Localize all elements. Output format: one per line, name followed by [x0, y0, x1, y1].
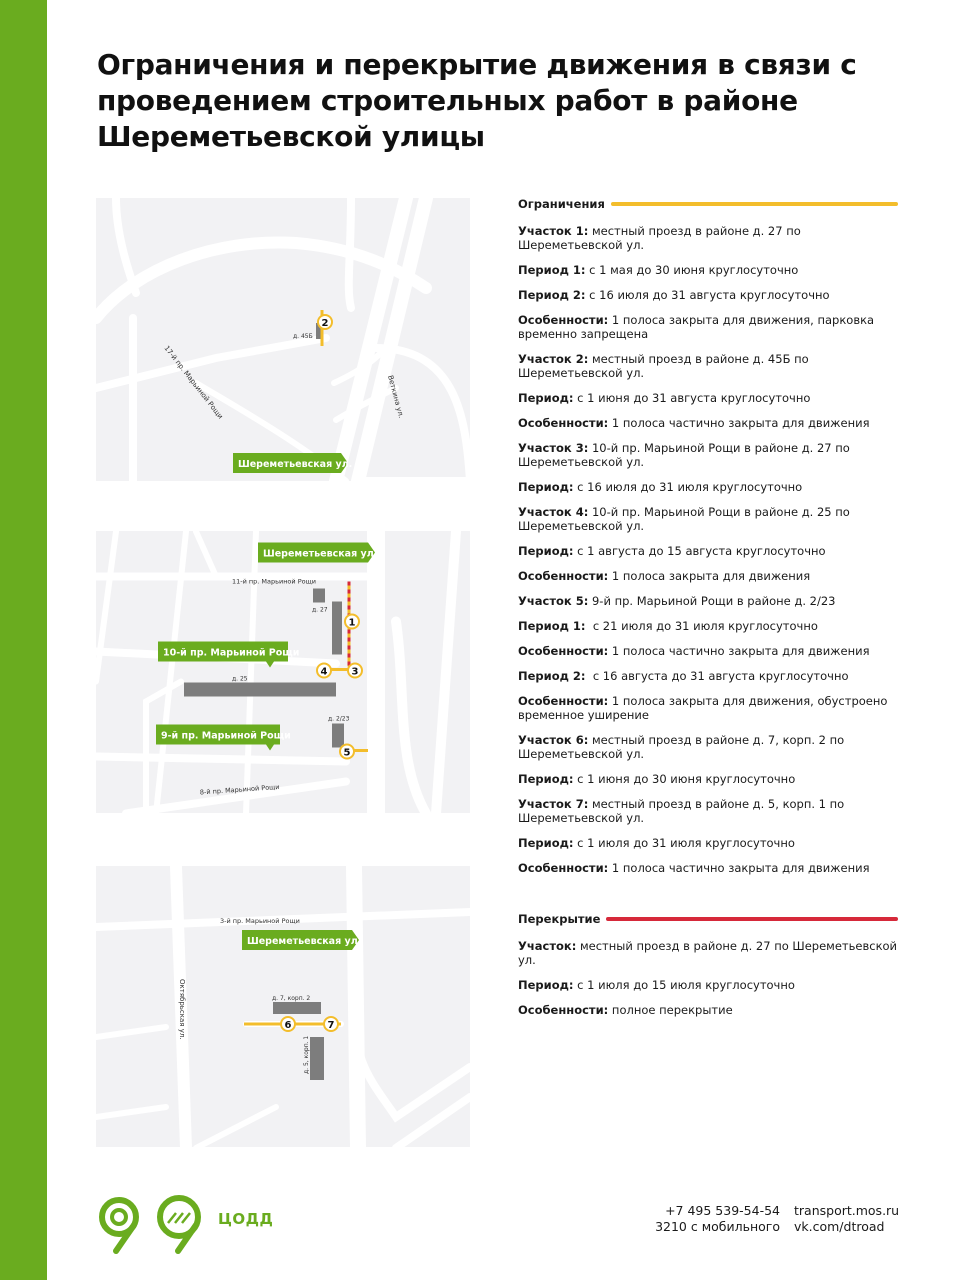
street-okt-label: Октябрьская ул. [178, 979, 186, 1040]
info-item-label: Участок 3: [518, 441, 589, 455]
info-item-label: Особенности: [518, 1003, 609, 1017]
street-vetkina-label: Веткина ул. [386, 374, 406, 419]
info-item-label: Особенности: [518, 694, 609, 708]
info-item-text: с 21 июля до 31 июля круглосуточно [585, 619, 818, 633]
map-3-canvas [96, 866, 470, 1147]
info-item-text: с 16 августа до 31 августа круглосуточно [585, 669, 849, 683]
info-item-text: 1 полоса частично закрыта для движения [608, 416, 870, 430]
building-25 [184, 683, 336, 697]
info-item [518, 594, 898, 608]
info-item [518, 619, 898, 633]
info-item-text: 1 полоса частично закрыта для движения [608, 644, 870, 658]
mobile-number: 3210 с мобильного [655, 1219, 780, 1234]
street-main-label: Шереметьевская ул. [238, 459, 353, 470]
info-item [518, 772, 898, 786]
marker-2-label: 2 [321, 318, 329, 329]
phone-number[interactable]: +7 495 539-54-54 [665, 1203, 780, 1218]
info-item [518, 733, 898, 761]
info-item-text: 10-й пр. Марьиной Рощи в районе д. 25 по Шереметьевской ул. [518, 505, 854, 533]
building-27 [332, 602, 342, 655]
info-item [518, 416, 898, 430]
building-45b-label: д. 45Б [293, 333, 313, 340]
info-item-label: Особенности: [518, 861, 609, 875]
info-item-text: с 16 июля до 31 августа круглосуточно [585, 288, 830, 302]
info-item-label: Участок: [518, 939, 577, 953]
restrictions-legend-line [611, 202, 898, 206]
info-item-text: местный проезд в районе д. 7, корп. 2 по Шереметьевской ул. [518, 733, 848, 761]
info-item [518, 694, 898, 722]
info-item-label: Период 2: [518, 669, 586, 683]
info-item-label: Особенности: [518, 313, 609, 327]
map-2-canvas [96, 531, 470, 813]
info-item-label: Период: [518, 480, 574, 494]
street-17-label: 17-й пр. Марьиной Рощи [162, 344, 225, 421]
info-item-label: Участок 6: [518, 733, 589, 747]
restrictions-list [518, 224, 898, 875]
info-item [518, 391, 898, 405]
info-item [518, 313, 898, 341]
info-item [518, 1003, 898, 1017]
info-item-label: Период: [518, 772, 574, 786]
building-223-label: д. 2/23 [328, 715, 350, 723]
marker-1-label: 1 [348, 617, 356, 629]
info-item-text: 10-й пр. Марьиной Рощи в районе д. 27 по Шереметьевской ул. [518, 441, 854, 469]
street-main-label: Шереметьевская ул. [247, 936, 362, 947]
info-item-text: с 1 июля до 15 июля круглосуточно [573, 978, 795, 992]
info-item-label: Участок 1: [518, 224, 589, 238]
info-item-text: с 1 августа до 15 августа круглосуточно [573, 544, 826, 558]
info-item [518, 978, 898, 992]
info-item-label: Период 1: [518, 619, 586, 633]
vk-link[interactable]: vk.com/dtroad [794, 1219, 885, 1234]
closure-list [518, 939, 901, 1017]
info-item [518, 441, 898, 469]
page-title: Ограничения и перекрытие движения в связи с проведением строительных работ в районе Шереметьевской улицы [97, 48, 857, 153]
map-area-1 [96, 198, 470, 481]
building-27-label: д. 27 [312, 606, 328, 614]
org-name: ЦОДД [218, 1210, 274, 1228]
info-item [518, 224, 898, 252]
info-item [518, 797, 898, 825]
building-7 [273, 1002, 321, 1014]
info-item-text: местный проезд в районе д. 27 по Шереметьевской ул. [518, 939, 901, 967]
info-item-label: Особенности: [518, 569, 609, 583]
street-9-label: 9-й пр. Марьиной Рощи [161, 730, 291, 742]
closure-header [518, 912, 898, 926]
building-7-label: д. 7, корп. 2 [272, 995, 311, 1002]
brand-side-bar [0, 0, 47, 1280]
info-item-text: с 1 июня до 31 августа круглосуточно [573, 391, 811, 405]
info-item-text: местный проезд в районе д. 45Б по Шереметьевской ул. [518, 352, 813, 380]
map-area-2 [96, 531, 470, 813]
map-1-canvas [96, 198, 470, 481]
info-item [518, 569, 898, 583]
info-item [518, 861, 898, 875]
site-link[interactable]: transport.mos.ru [794, 1203, 900, 1218]
contacts-phone [640, 1203, 780, 1235]
marker-3-label: 3 [351, 666, 359, 678]
info-item-text: местный проезд в районе д. 5, корп. 1 по Шереметьевской ул. [518, 797, 848, 825]
info-item [518, 544, 898, 558]
contacts-web [794, 1203, 899, 1235]
building-5 [310, 1037, 324, 1080]
info-item-label: Период: [518, 544, 574, 558]
street-8-label: 8-й пр. Марьиной Рощи [199, 782, 280, 797]
info-item [518, 288, 898, 302]
info-item [518, 836, 898, 850]
info-item [518, 480, 898, 494]
marker-7-label: 7 [327, 1020, 335, 1031]
info-item-text: местный проезд в районе д. 27 по Шереметьевской ул. [518, 224, 805, 252]
info-item [518, 644, 898, 658]
street-3-label: 3-й пр. Марьиной Рощи [220, 917, 300, 925]
info-item-label: Особенности: [518, 416, 609, 430]
building-25-label: д. 25 [232, 675, 248, 683]
info-item-text: с 16 июля до 31 июля круглосуточно [573, 480, 803, 494]
info-item-text: 1 полоса закрыта для движения, парковка временно запрещена [518, 313, 878, 341]
marker-5-label: 5 [343, 747, 351, 759]
info-item-label: Период 2: [518, 288, 586, 302]
info-item-text: 1 полоса закрыта для движения [608, 569, 811, 583]
info-item-label: Участок 2: [518, 352, 589, 366]
info-item-label: Особенности: [518, 644, 609, 658]
info-item-text: с 1 июня до 30 июня круглосуточно [573, 772, 796, 786]
building-5-label: д. 5, корп. 1 [303, 1035, 310, 1074]
info-item [518, 669, 898, 683]
info-item-text: 9-й пр. Марьиной Рощи в районе д. 2/23 [588, 594, 836, 608]
restrictions-section [518, 197, 898, 886]
closure-section [518, 912, 901, 1028]
info-item-text: с 1 июля до 31 июля круглосуточно [573, 836, 795, 850]
info-item-label: Период: [518, 391, 574, 405]
map-area-3 [96, 866, 470, 1147]
info-item-label: Период: [518, 836, 574, 850]
info-item-text: 1 полоса закрыта для движения, обустроено временное уширение [518, 694, 892, 722]
info-item-label: Период: [518, 978, 574, 992]
info-item [518, 352, 898, 380]
street-main-label: Шереметьевская ул. [263, 548, 378, 560]
info-item-label: Участок 7: [518, 797, 589, 811]
street-10-label: 10-й пр. Марьиной Рощи [163, 647, 300, 659]
building-223 [332, 724, 344, 748]
marker-4-label: 4 [320, 666, 328, 678]
street-11-label: 11-й пр. Марьиной Рощи [232, 577, 316, 586]
info-item-label: Участок 4: [518, 505, 589, 519]
marker-6-label: 6 [284, 1020, 292, 1031]
info-item-text: 1 полоса частично закрыта для движения [608, 861, 870, 875]
info-item-label: Период 1: [518, 263, 586, 277]
info-item [518, 505, 898, 533]
restrictions-title: Ограничения [518, 197, 605, 211]
info-item [518, 939, 901, 967]
closure-title: Перекрытие [518, 912, 601, 926]
info-item-text: полное перекрытие [608, 1003, 733, 1017]
restrictions-header [518, 197, 898, 211]
info-item-label: Участок 5: [518, 594, 589, 608]
building-27-top [313, 589, 325, 603]
info-item-text: с 1 мая до 30 июня круглосуточно [585, 263, 799, 277]
closure-legend-line [606, 917, 898, 921]
info-item [518, 263, 898, 277]
